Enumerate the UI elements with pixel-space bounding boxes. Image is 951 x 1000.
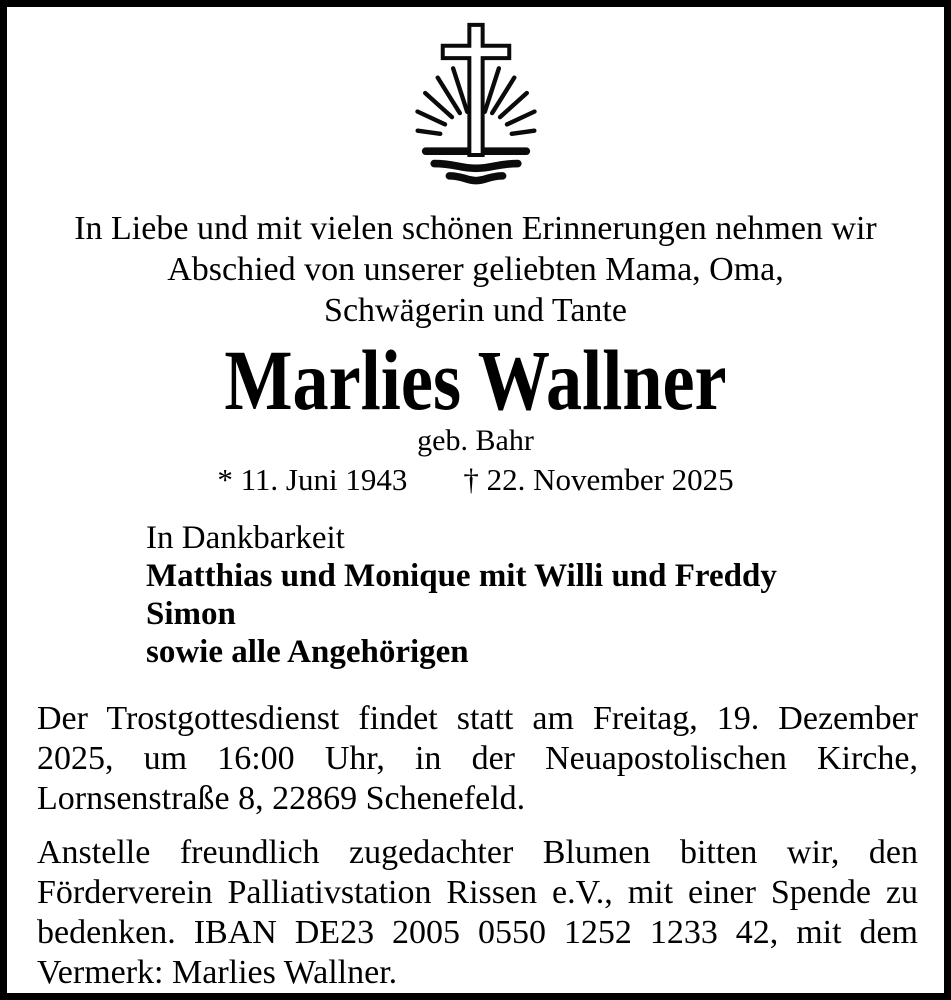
life-dates <box>7 461 944 499</box>
deceased-name: Marlies Wallner <box>224 332 727 428</box>
intro-text <box>7 208 944 331</box>
birth-date: * 11. Juni 1943 <box>217 462 408 497</box>
intro-line: Abschied von unserer geliebten Mama, Oma, <box>167 251 784 288</box>
donation-info: Anstelle freundlich zugedachter Blumen bitten wir, den Förderverein Palliativstation Rissen e.V., mit einer Spende zu bedenken. IBAN DE23 2005 0550 1252 1233 42, mit dem Vermerk: Marlies Wallner. <box>37 834 918 991</box>
death-date: † 22. November 2025 <box>463 462 734 497</box>
mourner-line: sowie alle Angehörigen <box>146 634 469 670</box>
service-info: Der Trostgottesdienst findet statt am Freitag, 19. Dezember 2025, um 16:00 Uhr, in der Neuapostolischen Kirche, Lornsenstraße 8, 22869 Schenefeld. <box>37 700 918 817</box>
intro-line: In Liebe und mit vielen schönen Erinnerungen nehmen wir <box>74 210 877 247</box>
emblem-container <box>7 21 944 198</box>
gratitude-label: In Dankbarkeit <box>146 520 345 556</box>
maiden-name: geb. Bahr <box>417 424 534 457</box>
mourners-block <box>146 519 914 671</box>
intro-line: Schwägerin und Tante <box>324 292 627 329</box>
mourner-line: Matthias und Monique mit Willi und Freddy <box>146 558 777 594</box>
new-apostolic-church-cross-icon <box>400 21 552 193</box>
mourner-line: Simon <box>146 596 236 632</box>
